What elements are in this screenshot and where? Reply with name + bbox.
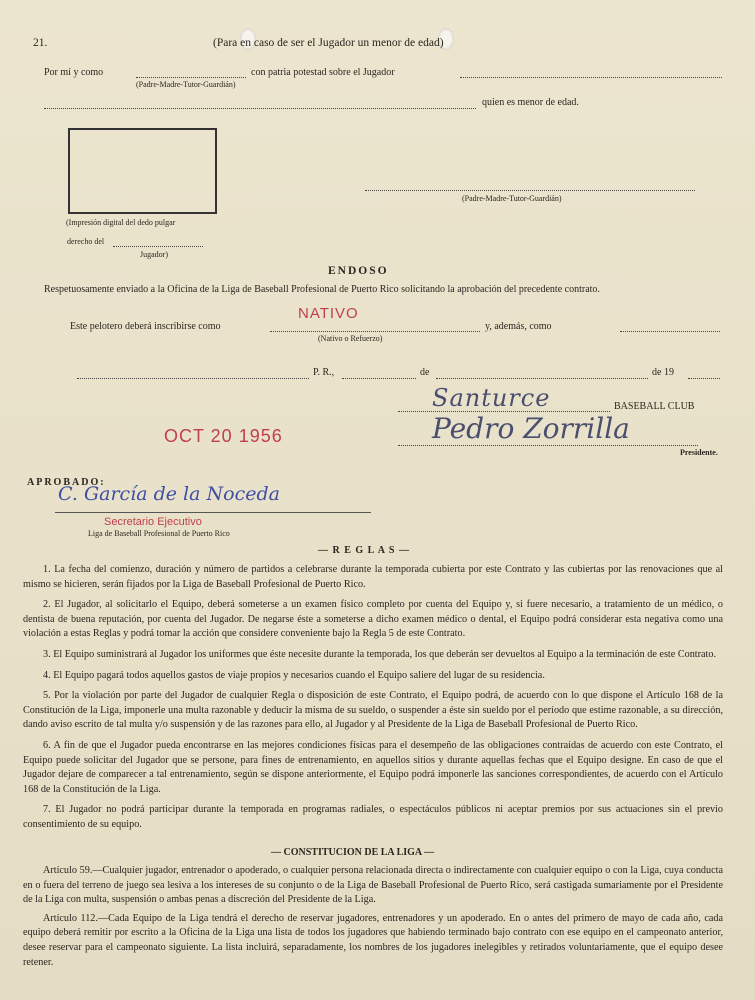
fingerprint-box (68, 128, 217, 214)
fingerprint-caption-1: (Impresión digital del dedo pulgar (66, 218, 176, 227)
year-field (688, 378, 720, 379)
de-label: de (420, 367, 430, 378)
regla-item: 6. A fin de que el Jugador pueda encontrarse en las mejores condiciones físicas para el desempeño de las obligaciones contraídas de acuerdo con este Contrato, el Equipo puede solicitar del Jugador que se persone, para fines de entrenamiento, en aquellos sitios y durante aquellas fechas que el Equipo designe. En caso de que el Jugador dejare de comparecer a tal entrenamiento, según se dispone anteriormente, el Equipo podrá imponerle las sanciones correspondientes, de acuerdo con el Artículo 168 de la Constitución de la Liga. (23, 739, 723, 795)
reglas-heading: — R E G L A S — (318, 545, 410, 556)
league-caption: Liga de Baseball Profesional de Puerto Rico (88, 529, 230, 538)
fingerprint-caption-3: Jugador) (140, 250, 168, 259)
club-signature: Santurce (432, 384, 551, 412)
regla-item: 1. La fecha del comienzo, duración y número de partidos a celebrarse durante la temporada cubierta por este Contrato y las cubiertas por las renovaciones que al mismo se hicieren, serán fijados por la Liga de Baseball Profesional de Puerto Rico. (23, 564, 723, 590)
articulo-item: Artículo 59.—Cualquier jugador, entrenador o apoderado, o cualquier persona relacionada directa o indirectamente con cualquier equipo o con la Liga, cuya conducta en o fuera del terreno de juego sea lesiva a los intereses de su conjunto o de la Liga de Baseball Profesional de Puerto Rico, será castigada sumariamente por el Presidente de la Liga con multa, suspensión o ambas penas a discreción del Presidente de la Liga. (23, 865, 723, 906)
day-field (342, 378, 416, 379)
nativo-stamp: NATIVO (298, 305, 359, 322)
president-signature: Pedro Zorrilla (432, 412, 630, 445)
inscription-middle: y, además, como (485, 321, 552, 332)
minor-age-text: quien es menor de edad. (482, 97, 579, 108)
regla-item: 4. El Equipo pagará todos aquellos gastos de viaje propios y necesarios cuando el Equipo saliere del lugar de su residencia. (43, 669, 545, 681)
fingerprint-player-field (113, 246, 203, 247)
approval-signature-line (55, 512, 371, 513)
endoso-text: Respetuosamente enviado a la Oficina de la Liga de Baseball Profesional de Puerto Rico solicitando la aprobación del precedente contrato. (44, 284, 600, 295)
endoso-heading: ENDOSO (328, 265, 389, 277)
regla-item: 7. El Jugador no podrá participar durante la temporada en programas radiales, o espectáculos públicos ni aceptar premios por sus actuaciones sin el previo consentimiento de su equipo. (23, 804, 723, 830)
fingerprint-caption-2: derecho del (67, 237, 105, 246)
regla-item: 3. El Equipo suministrará al Jugador los uniformes que éste necesite durante la temporada, los que deberán ser devueltos al Equipo a la terminación de este Contrato. (43, 648, 717, 660)
secretary-stamp: Secretario Ejecutivo (104, 516, 202, 528)
year-label: de 19 (652, 367, 674, 378)
baseball-club-label: BASEBALL CLUB (614, 401, 695, 412)
date-stamp: OCT 20 1956 (164, 426, 283, 446)
inscription-prefix: Este pelotero deberá inscribirse como (70, 321, 221, 332)
player-name-field (460, 77, 722, 78)
president-label: Presidente. (680, 448, 718, 457)
page-title: (Para en caso de ser el Jugador un menor de edad) (213, 37, 444, 49)
month-field (436, 378, 648, 379)
guardian-signature-field (365, 190, 695, 191)
guardian-line1-prefix: Por mí y como (44, 67, 104, 78)
approved-label: APROBADO: (27, 477, 106, 488)
constitucion-heading: — CONSTITUCION DE LA LIGA — (271, 847, 435, 858)
player-name-field-2 (44, 108, 476, 109)
page-number: 21. (33, 37, 48, 49)
regla-item: 2. El Jugador, al solicitarlo el Equipo, deberá someterse a un examen físico completo por cuenta del Equipo y, si fuere necesario, a tratamiento de un médico, o dentista de buena reputación, por cuenta del Jugador. De negarse éste a someterse a dicho examen médico o dental, el Equipo podrá considerar esta negativa como una violación a estas Reglas y podrá tomar la acción que considere conveniente bajo la Regla 5 de este Contrato. (23, 599, 723, 640)
regla-item: 5. Por la violación por parte del Jugador de cualquier Regla o disposición de este Contrato, el Equipo podrá, de acuerdo con lo que dispone el Artículo 168 de la Constitución de la Liga, imponerle una multa razonable y deducir la misma de su sueldo, o suspender a éste sin sueldo por el período que estime razonable, a su dirección, dando aviso escrito de tal multa y/o suspensión y de las razones para ello, al Jugador y al Presidente de la Liga de Baseball Profesional de Puerto Rico. (23, 690, 723, 731)
articulo-item: Artículo 112.—Cada Equipo de la Liga tendrá el derecho de reservar jugadores, entrenadores y un apoderado. En o antes del primero de mayo de cada año, cada equipo deberá remitir por escrito a la Oficina de la Liga una lista de todos los jugadores que habiendo terminado bajo contrato con ese equipo en el campeonato anterior, desee reservar para el campeonato siguiente. La lista incluirá, separadamente, los nombres de los jugadores inelegibles y retirados voluntariamente, que el equipo desee retener. (23, 912, 723, 968)
guardian-signature-caption: (Padre-Madre-Tutor-Guardián) (462, 194, 562, 203)
inscription-field (270, 331, 480, 332)
president-signature-field (398, 445, 698, 446)
guardian-name-field (136, 77, 246, 78)
inscription-field-2 (620, 331, 720, 332)
reglas-list (23, 563, 723, 833)
guardian-caption: (Padre-Madre-Tutor-Guardián) (136, 80, 236, 89)
inscription-caption: (Nativo o Refuerzo) (318, 334, 383, 343)
pr-label: P. R., (313, 367, 335, 378)
guardian-line1-middle: con patria potestad sobre el Jugador (251, 67, 395, 78)
approval-signature: C. García de la Noceda (58, 483, 280, 505)
place-field (77, 378, 309, 379)
constitucion-list (23, 864, 723, 970)
